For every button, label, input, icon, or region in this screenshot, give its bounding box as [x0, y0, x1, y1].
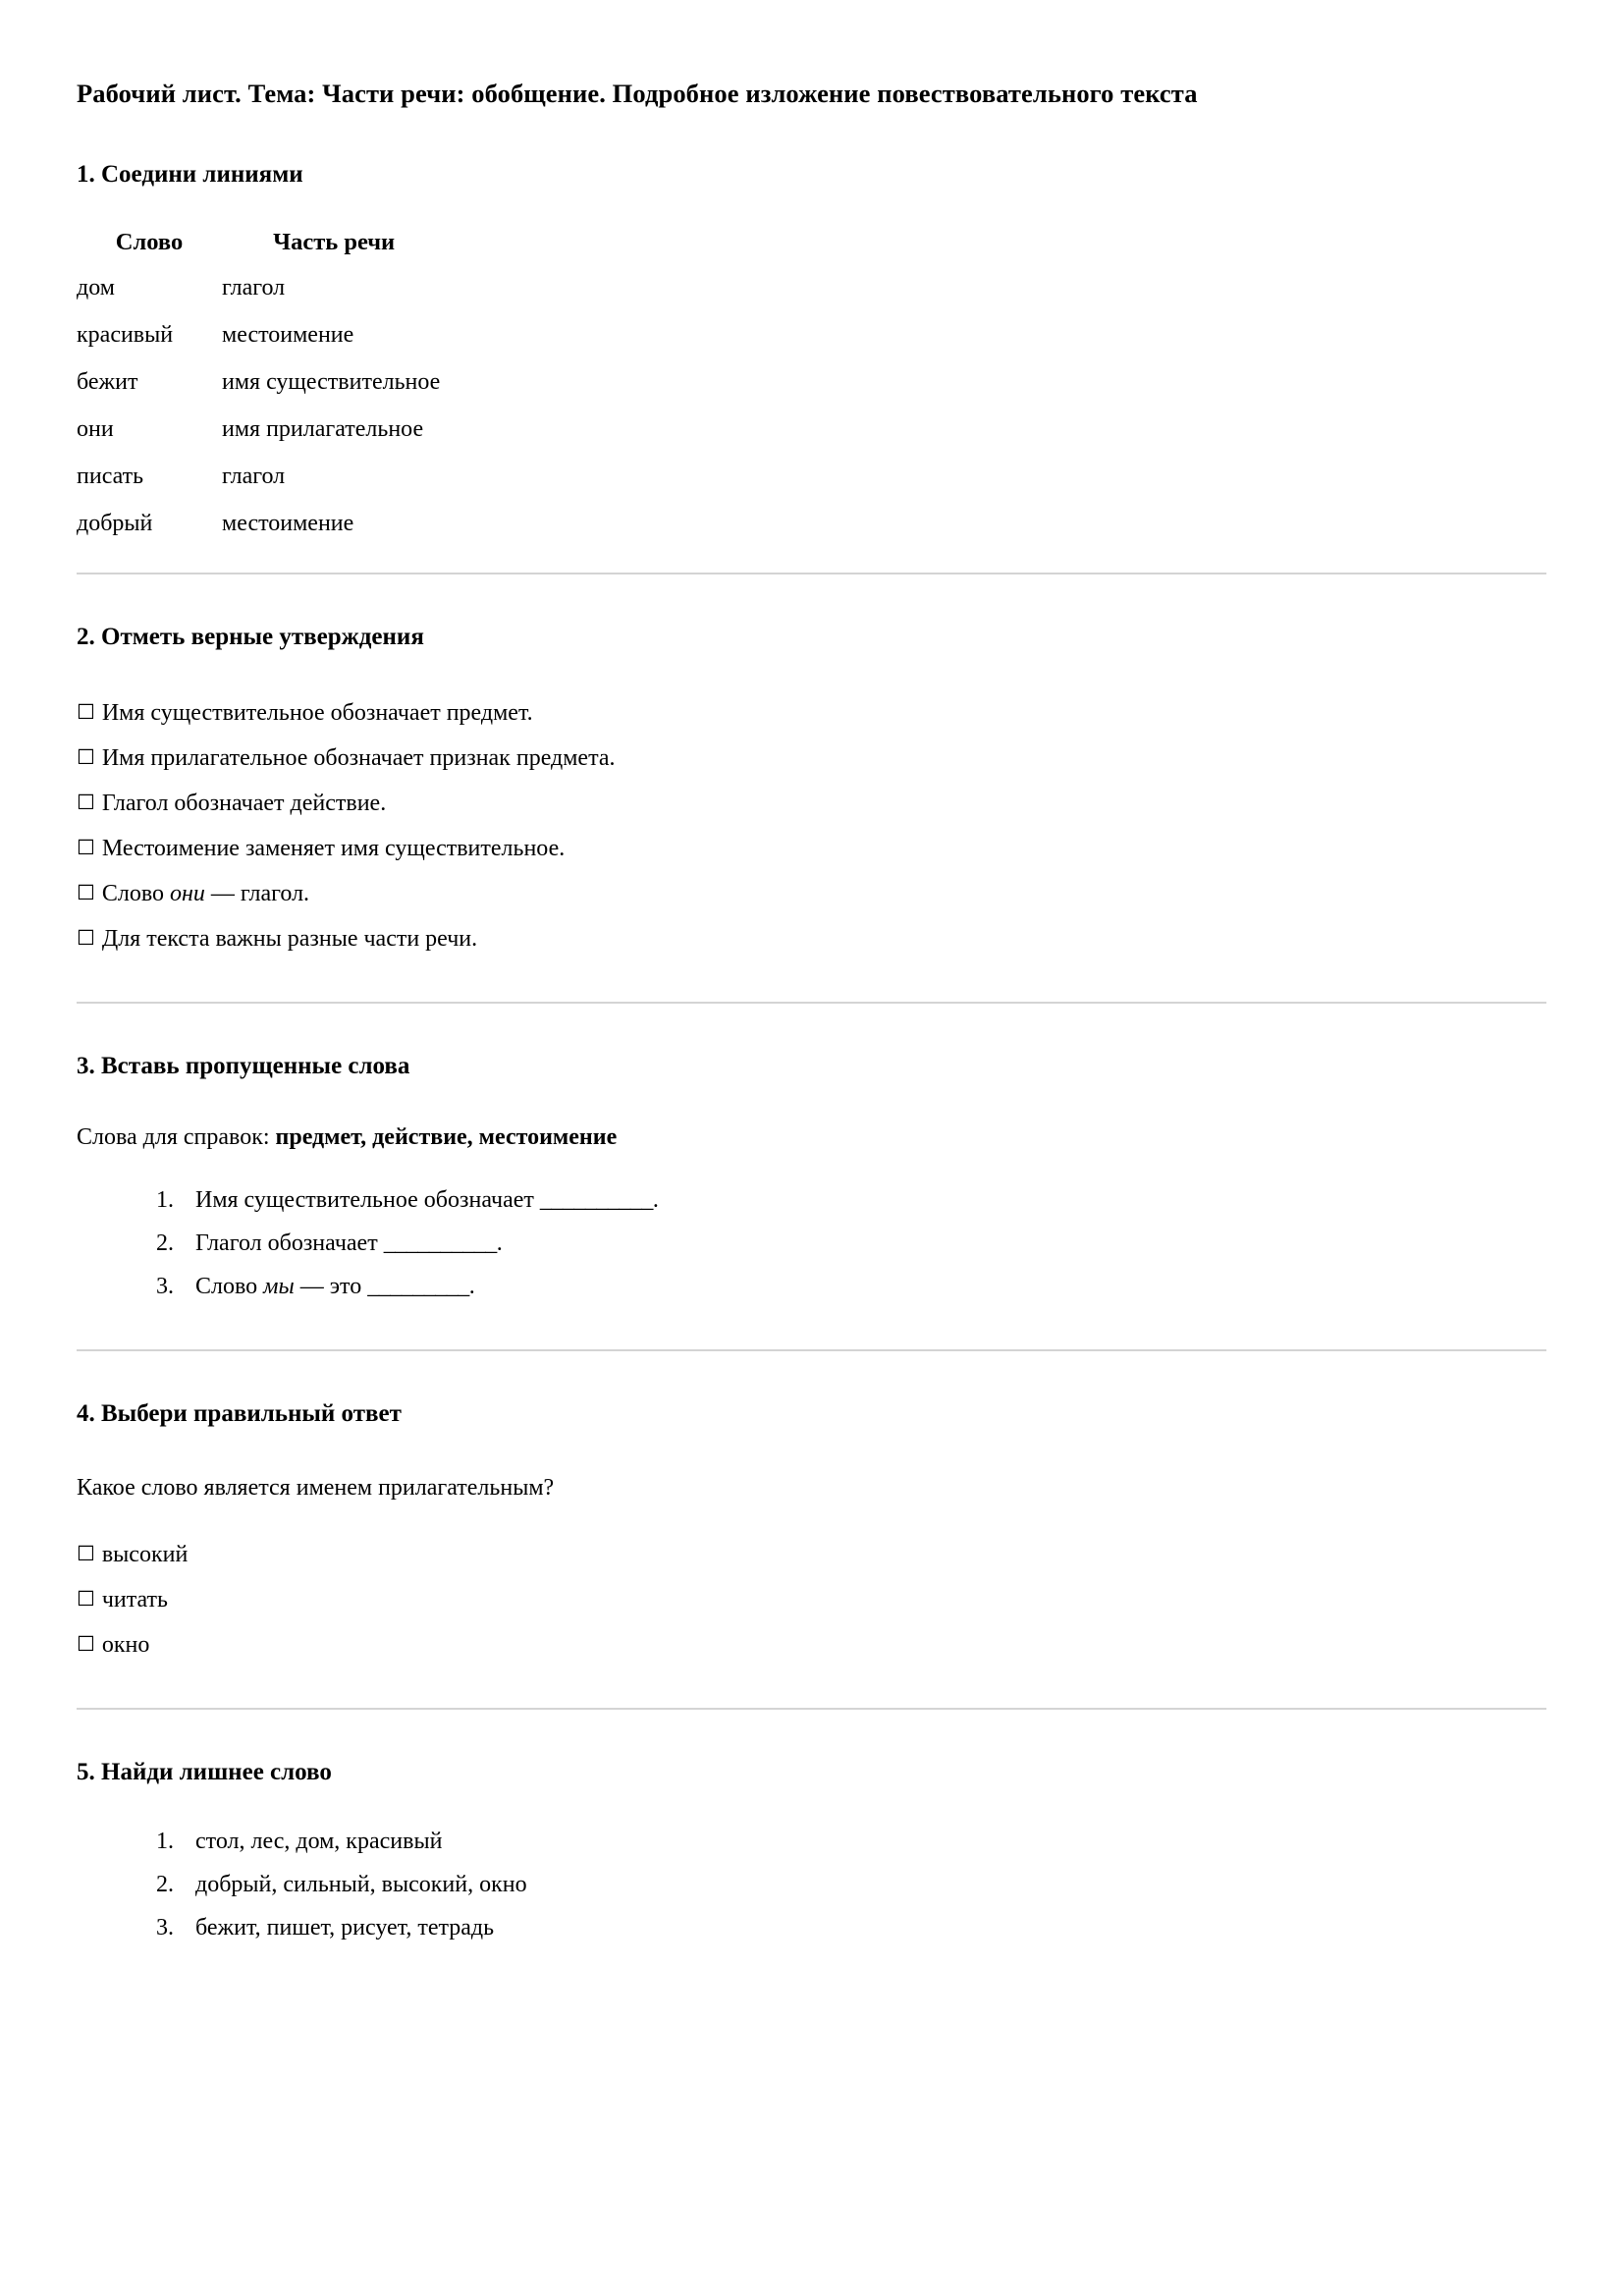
answer-option-list — [77, 1543, 1546, 1657]
cell-word[interactable]: красивый — [77, 322, 174, 349]
odd-word-item[interactable]: 2. добрый, сильный, высокий, окно — [180, 1873, 1546, 1896]
answer-option-item[interactable] — [77, 1543, 1546, 1566]
statement-text: Глагол обозначает действие. — [101, 790, 387, 816]
checkbox-statement-item[interactable] — [77, 837, 1546, 860]
spacer — [77, 654, 1546, 701]
item-text-post: . — [468, 1274, 475, 1300]
fill-blank-list — [77, 1188, 1546, 1298]
word-partofspeech-table — [77, 228, 441, 537]
statement-text-pre: Слово — [101, 880, 170, 906]
fill-blank-item[interactable] — [180, 1188, 1546, 1212]
section-3-heading: 3. Вставь пропущенные слова — [77, 1052, 410, 1079]
table-row[interactable] — [77, 323, 440, 370]
statement-text: Имя прилагательное обозначает признак предмета. — [101, 744, 616, 771]
spacer — [77, 1082, 1546, 1125]
table-row[interactable] — [77, 417, 440, 465]
spacer — [77, 1710, 1546, 1757]
spacer — [77, 1431, 1546, 1476]
item-text-post: . — [652, 1187, 659, 1214]
statement-text: Для текста важны разные части речи. — [101, 925, 478, 952]
checkbox-icon[interactable]: ☐ — [77, 1586, 95, 1611]
answer-option-item[interactable] — [77, 1633, 1546, 1657]
spacer — [77, 1500, 1546, 1543]
statement-text: Имя существительное обозначает предмет. — [101, 699, 533, 726]
table-header-row — [77, 231, 440, 277]
checkbox-icon[interactable]: ☐ — [77, 790, 95, 814]
spacer — [77, 574, 1546, 622]
spacer — [77, 110, 1546, 159]
checkbox-icon[interactable]: ☐ — [77, 699, 95, 724]
section-2-true-statements — [77, 622, 1546, 951]
cell-word[interactable]: бежит — [77, 369, 138, 396]
column-header-part-of-speech: Часть речи — [273, 228, 396, 255]
spacer — [77, 191, 1546, 231]
section-3-fill-blanks — [77, 1051, 1546, 1299]
cell-part-of-speech[interactable]: имя прилагательное — [222, 416, 424, 443]
cell-word[interactable]: добрый — [77, 511, 153, 537]
odd-word-item[interactable]: 3. бежит, пишет, рисует, тетрадь — [180, 1916, 1546, 1940]
option-label: читать — [101, 1586, 168, 1613]
spacer — [77, 1298, 1546, 1349]
statement-checkbox-list — [77, 701, 1546, 951]
reference-words: предмет, действие, местоимение — [275, 1124, 618, 1151]
item-text-pre: Глагол обозначает — [195, 1230, 384, 1257]
spacer — [77, 1657, 1546, 1708]
checkbox-statement-item[interactable] — [77, 927, 1546, 951]
odd-word-list — [77, 1830, 1546, 1940]
table-body — [77, 276, 440, 535]
table-header — [77, 228, 440, 277]
column-header-word: Слово — [115, 228, 184, 255]
checkbox-icon[interactable]: ☐ — [77, 1541, 95, 1565]
cell-word[interactable]: писать — [77, 464, 144, 490]
item-text-pre: Слово — [195, 1274, 264, 1300]
checkbox-statement-item[interactable] — [77, 746, 1546, 770]
spacer — [77, 1351, 1546, 1398]
fill-blank-item[interactable] — [180, 1275, 1546, 1298]
question-text: Какое слово является именем прилагательным? — [77, 1474, 555, 1501]
odd-word-item[interactable]: 1. стол, лес, дом, красивый — [180, 1830, 1546, 1853]
checkbox-icon[interactable]: ☐ — [77, 880, 95, 904]
section-1-match — [77, 159, 1546, 535]
section-5-heading: 5. Найди лишнее слово — [77, 1758, 332, 1785]
item-text-mid: — это — [294, 1274, 368, 1300]
cell-part-of-speech[interactable]: глагол — [222, 275, 286, 301]
section-5-odd-one-out — [77, 1757, 1546, 1941]
statement-text: Местоимение заменяет имя существительное. — [101, 835, 566, 861]
option-label: высокий — [101, 1541, 189, 1567]
table-row[interactable] — [77, 465, 440, 512]
option-label: окно — [101, 1631, 150, 1658]
cell-word[interactable]: дом — [77, 275, 115, 301]
cell-word[interactable]: они — [77, 416, 114, 443]
checkbox-icon[interactable]: ☐ — [77, 835, 95, 859]
item-emphasized-word: мы — [263, 1274, 295, 1300]
spacer — [77, 951, 1546, 1002]
section-1-heading: 1. Соедини линиями — [77, 161, 303, 189]
section-4-heading: 4. Выбери правильный ответ — [77, 1400, 402, 1428]
answer-blank[interactable]: _________ — [367, 1274, 469, 1300]
table-row[interactable] — [77, 512, 440, 535]
item-text-pre: Имя существительное обозначает — [195, 1187, 540, 1214]
section-2-heading: 2. Отметь верные утверждения — [77, 624, 424, 651]
statement-emphasized-word: они — [169, 880, 205, 906]
reference-words-line — [77, 1125, 1546, 1149]
statement-text-post: — глагол. — [204, 880, 310, 906]
item-text-post: . — [496, 1230, 503, 1257]
spacer — [77, 535, 1546, 573]
answer-blank[interactable]: __________ — [383, 1230, 497, 1257]
section-4-multiple-choice — [77, 1398, 1546, 1657]
checkbox-statement-item[interactable] — [77, 882, 1546, 905]
answer-option-item[interactable] — [77, 1588, 1546, 1612]
checkbox-icon[interactable]: ☐ — [77, 925, 95, 950]
table-row[interactable] — [77, 276, 440, 323]
checkbox-statement-item[interactable] — [77, 701, 1546, 725]
reference-label: Слова для справок: — [77, 1124, 276, 1151]
cell-part-of-speech[interactable]: местоимение — [222, 322, 354, 349]
fill-blank-item[interactable] — [180, 1231, 1546, 1255]
cell-part-of-speech[interactable]: глагол — [222, 464, 286, 490]
answer-blank[interactable]: __________ — [539, 1187, 653, 1214]
checkbox-statement-item[interactable] — [77, 792, 1546, 815]
page-title: Рабочий лист. Тема: Части речи: обобщение. Подробное изложение повествовательного текста — [77, 79, 1198, 108]
cell-part-of-speech[interactable]: местоимение — [222, 511, 354, 537]
spacer — [77, 1004, 1546, 1051]
spacer — [77, 1149, 1546, 1188]
spacer — [77, 1788, 1546, 1830]
table-row[interactable] — [77, 370, 440, 417]
checkbox-icon[interactable]: ☐ — [77, 1631, 95, 1656]
cell-part-of-speech[interactable]: имя существительное — [222, 369, 441, 396]
checkbox-icon[interactable]: ☐ — [77, 744, 95, 769]
